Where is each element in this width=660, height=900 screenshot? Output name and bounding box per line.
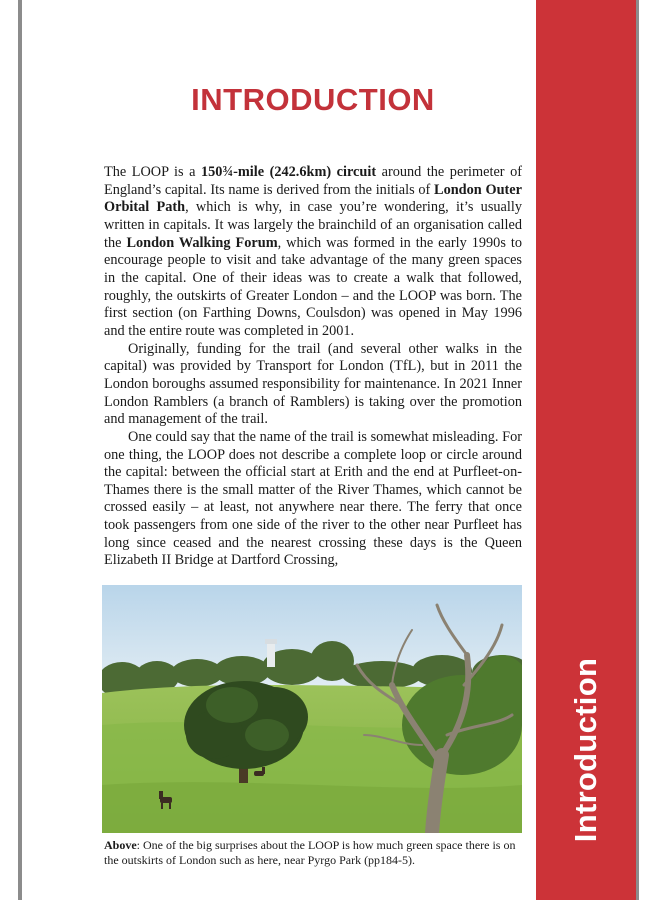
chapter-tab-label: Introduction (568, 657, 603, 843)
bold-distance: 150¾-mile (242.6km) circuit (200, 164, 377, 180)
photo-caption (104, 838, 522, 867)
body-text (104, 164, 522, 570)
bold-path-name: London Outer Orbital Path (104, 181, 522, 216)
page-left-edge (0, 0, 22, 900)
caption-text: : One of the big surprises about the LOOP is how much green space there is on the outskirts of London such as here, near Pyrgo Park (pp184-5). (104, 838, 516, 867)
page-right-edge (636, 0, 660, 900)
paragraph-3: One could say that the name of the trail is somewhat misleading. For one thing, the LOOP does not describe a complete loop or circle around the capital: between the official start at Erith and the end at Purfleet-on-Thames there is the small matter of the River Thames, which cannot be crossed easily – at least, not anywhere near there. The ferry that once took passengers from one side of the river to the other near Purfleet has long since ceased and the nearest crossing these days is the Queen Elizabeth II Bridge at Dartford Crossing, (104, 428, 522, 569)
paragraph-2: Originally, funding for the trail (and several other walks in the capital) was provided by Transport for London (TfL), but in 2011 the London boroughs assumed responsibility for maintenance. In 2021 Inner London Ramblers (a branch of Ramblers) is taking over the promotion and management of the trail. (104, 340, 522, 428)
paragraph-1: The LOOP is a 150¾-mile (242.6km) circuit around the perimeter of England’s capital. Its name is derived from the initials of London Outer Orbital Path, which is why, in case you’re wondering, it’s usually written in capitals. It was largely the brainchild of an organisation called the London Walking Forum, which was formed in the early 1990s to encourage people to visit and take advantage of the many green spaces in the capital. One of their ideas was to create a walk that followed, roughly, the outskirts of Greater London – and the LOOP was born. The first section (on Farthing Downs, Coulsdon) was opened in May 1996 and the entire route was completed in 2001. (104, 164, 522, 339)
park-photo (102, 585, 522, 833)
caption-label: Above (104, 838, 137, 852)
page-title: INTRODUCTION (191, 82, 435, 117)
bold-forum-name: London Walking Forum (126, 234, 278, 251)
chapter-side-tab (536, 0, 636, 900)
